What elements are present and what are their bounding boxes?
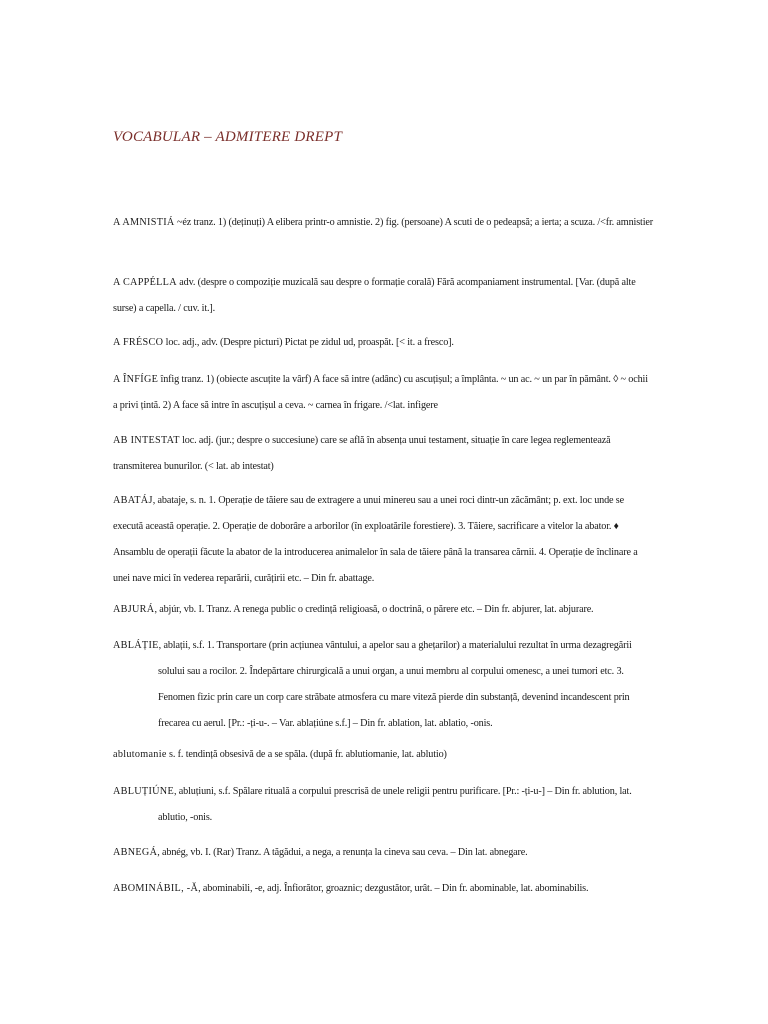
dictionary-entry — [113, 270, 653, 322]
entry-definition: , abluțiuni, s.f. Spălare rituală a corpului prescrisă de unele religii pentru purificare. [Pr.: -ți-u-] – Din fr. ablution, lat. ablutio, -onis. — [158, 786, 632, 823]
entry-definition: , abataje, s. n. 1. Operație de tăiere sau de extragere a unui minereu sau a unei roci dintr-un zăcământ; p. ext. loc unde se execută această operație. 2. Operație de doborâre a arborilor (în exploatările forestiere). 3. Tăiere, sacrificare a vitelor la abator. ♦ Ansamblu de operații făcute la abator de la introducerea animalelor în sala de tăiere până la transarea cărnii. 4. Operație de înclinare a unei nave mici în vederea reparării, curățirii etc. – Din fr. abattage. — [113, 495, 638, 584]
entry-term: ABATÁJ — [113, 495, 153, 506]
dictionary-entry — [113, 876, 653, 902]
entry-term: ABLUȚIÚNE — [113, 786, 174, 797]
dictionary-entry — [113, 597, 653, 623]
entry-term: ablutomanie — [113, 749, 167, 760]
dictionary-entry — [113, 742, 653, 768]
entry-definition: ~éz tranz. 1) (deținuți) A elibera printr-o amnistie. 2) fig. (persoane) A scuti de o pedeapsă; a ierta; a scuza. /<fr. amnistier — [174, 217, 653, 228]
dictionary-entry — [113, 330, 653, 356]
entry-term: A AMNISTIÁ — [113, 217, 175, 228]
entry-term: ABOMINÁBIL, -Ă — [113, 883, 199, 894]
entry-definition: , abjúr, vb. I. Tranz. A renega public o credință religioasă, o doctrină, o părere etc. – Din fr. abjurer, lat. abjurare. — [154, 604, 594, 615]
entry-term: ABNEGÁ — [113, 847, 158, 858]
entry-term: A ÎNFÍGE — [113, 374, 159, 385]
dictionary-entry — [113, 840, 653, 866]
dictionary-entry — [113, 633, 653, 737]
dictionary-entry — [113, 367, 653, 419]
entry-definition: înfig tranz. 1) (obiecte ascuțite la vârf) A face să intre (adânc) cu ascuțișul; a împlânta. ~ un ac. ~ un par în pământ. ◊ ~ ochii a privi țintă. 2) A face să intre în ascuțișul a ceva. ~ carnea în frigare. /<lat. infigere — [113, 374, 648, 411]
entry-term: A FRÉSCO — [113, 337, 164, 348]
entry-definition: adv. (despre o compoziție muzicală sau despre o formație corală) Fără acompaniament instrumental. [Var. (după alte surse) a capella. / cuv. it.]. — [113, 277, 636, 314]
entry-definition: loc. adj. (jur.; despre o succesiune) care se află în absența unui testament, situație în care legea reglementează transmiterea bunurilor. (< lat. ab intestat) — [113, 435, 611, 472]
entry-definition: s. f. tendință obsesivă de a se spăla. (după fr. ablutiomanie, lat. ablutio) — [166, 749, 447, 760]
dictionary-entry — [113, 779, 653, 831]
entry-definition: , abnég, vb. I. (Rar) Tranz. A tăgădui, a nega, a renunța la cineva sau ceva. – Din lat. abnegare. — [157, 847, 528, 858]
document-title: VOCABULAR – ADMITERE DREPT — [113, 129, 343, 145]
entry-term: A CAPPÉLLA — [113, 277, 177, 288]
entry-term: ABLÁȚIE — [113, 640, 159, 651]
dictionary-entry — [113, 488, 653, 592]
entry-term: ABJURÁ — [113, 604, 155, 615]
dictionary-entry — [113, 428, 653, 480]
entry-definition: , ablații, s.f. 1. Transportare (prin acțiunea vântului, a apelor sau a ghețarilor) a materialului rezultat în urma dezagregării solului sau a rocilor. 2. Îndepărtare chirurgicală a unui organ, a unui membru al corpului omenesc, a unei tumori etc. 3. Fenomen fizic prin care un corp care străbate atmosfera cu mare viteză pierde din substanță, devenind incandescent prin frecarea cu aerul. [Pr.: -ți-u-. – Var. ablațiúne s.f.] – Din fr. ablation, lat. ablatio, -onis. — [158, 640, 632, 729]
entry-term: AB INTESTAT — [113, 435, 180, 446]
entry-definition: loc. adj., adv. (Despre picturi) Pictat pe zidul ud, proaspăt. [< it. a fresco]. — [163, 337, 454, 348]
entry-definition: , abominabili, -e, adj. Înfiorător, groaznic; dezgustător, urât. – Din fr. abominable, lat. abominabilis. — [198, 883, 589, 894]
dictionary-entry — [113, 210, 653, 236]
